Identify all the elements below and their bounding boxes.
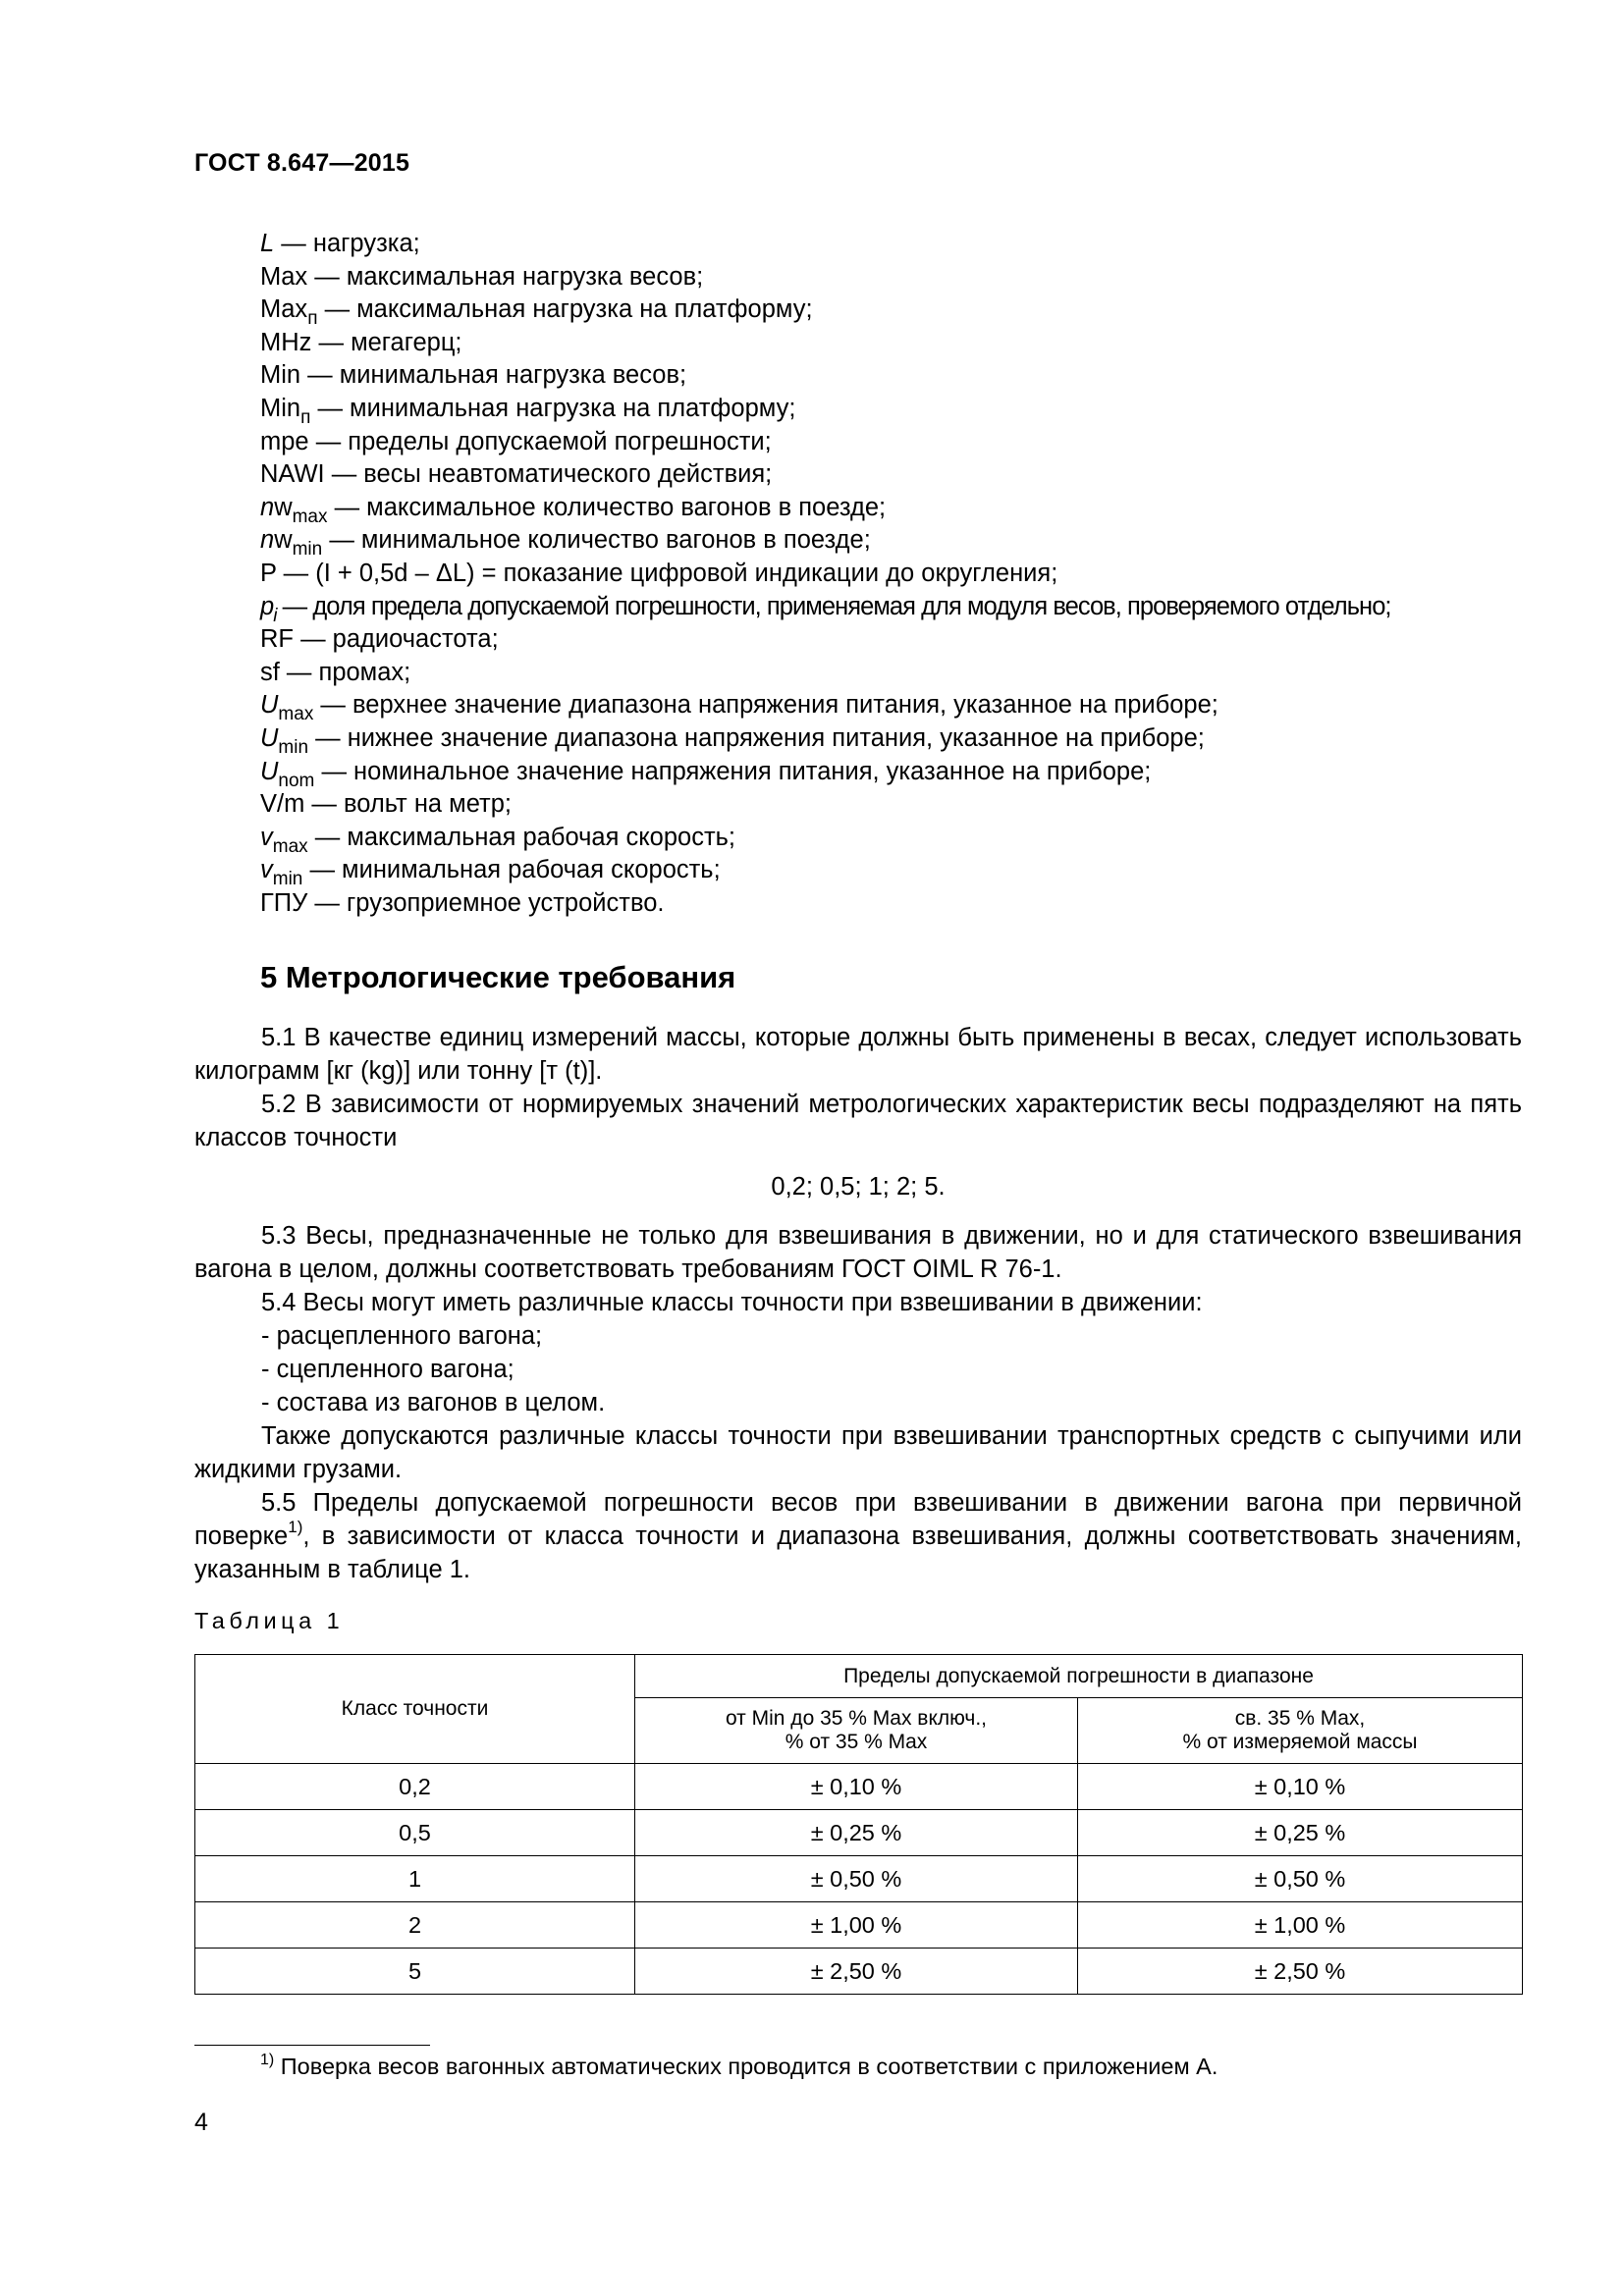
- paragraph-5-3: 5.3 Весы, предназначенные не только для взвешивания в движении, но и для статического взвешивания вагона в целом, должны соответствовать требованиям ГОСТ OIML R 76-1.: [194, 1222, 1522, 1283]
- footnote-mark: 1): [260, 2052, 275, 2068]
- table-row: 0,2 ± 0,10 % ± 0,10 %: [195, 1764, 1523, 1810]
- header-accuracy-class: Класс точности: [195, 1655, 635, 1764]
- table-row: 5 ± 2,50 % ± 2,50 %: [195, 1949, 1523, 1995]
- definition-item: ГПУ — грузоприемное устройство.: [260, 888, 665, 917]
- paragraph-5-2: 5.2 В зависимости от нормируемых значений метрологических характеристик весы подразделяют на пять классов точности: [194, 1091, 1522, 1151]
- definition-item: Max$_п$ — максимальная нагрузка на платформу;: [260, 295, 813, 330]
- table-row: 1 ± 0,50 % ± 0,50 %: [195, 1856, 1523, 1902]
- definition-item: L — нагрузка;: [260, 230, 420, 257]
- list-item: - состава из вагонов в целом.: [261, 1389, 606, 1416]
- footnote: $^{1)}$ Поверка весов вагонных автоматических проводится в соответствии с приложением А.: [260, 2052, 1218, 2079]
- paragraph-also: Также допускаются различные классы точности при взвешивании транспортных средств с сыпучими или жидкими грузами.: [194, 1422, 1522, 1483]
- table-row: 0,5 ± 0,25 % ± 0,25 %: [195, 1810, 1523, 1856]
- abbreviations-list: [260, 228, 1537, 920]
- header-tolerance-group: Пределы допускаемой погрешности в диапазоне: [635, 1655, 1523, 1698]
- definition-item: Min$_п$ — минимальная нагрузка на платформу;: [260, 394, 796, 428]
- definition-item: $nw_{min}$ — минимальное количество вагонов в поезде;: [260, 526, 871, 561]
- definition-item: $nw_{max}$ — максимальное количество вагонов в поезде;: [260, 493, 887, 527]
- table-row: 2 ± 1,00 % ± 1,00 %: [195, 1902, 1523, 1949]
- page-number: 4: [194, 2109, 208, 2136]
- accuracy-classes-line: 0,2; 0,5; 1; 2; 5.: [771, 1173, 946, 1201]
- paragraph-5-1: 5.1 В качестве единиц измерений массы, которые должны быть применены в весах, следует использовать килограмм [кг (kg)] или тонну [т (t)].: [194, 1024, 1522, 1085]
- list-item: - расцепленного вагона;: [261, 1322, 543, 1350]
- table-caption: Таблица 1: [194, 1608, 345, 1633]
- definition-item: $v_{max}$ — максимальная рабочая скорость;: [260, 823, 735, 857]
- footnote-ref: 1): [288, 1518, 303, 1536]
- footnote-divider: [194, 2045, 430, 2046]
- section-heading: 5 Метрологические требования: [260, 960, 736, 994]
- header-range-high: св. 35 % Max, % от измеряемой массы: [1078, 1698, 1523, 1764]
- definition-item: $U_{nom}$ — номинальное значение напряжения питания, указанное на приборе;: [260, 757, 1152, 791]
- paragraph-5-5: 5.5 Пределы допускаемой погрешности весов при взвешивании в движении вагона при первичной поверке$^{1)}$, в зависимости от класса точности и диапазона взвешивания, должны соответствовать значениям, указанным в таблице 1.: [194, 1489, 1522, 1583]
- definition-item: $v_{min}$ — минимальная рабочая скорость;: [260, 856, 721, 890]
- paragraph-5-4: 5.4 Весы могут иметь различные классы точности при взвешивании в движении:: [261, 1289, 1203, 1316]
- definition-item: sf — промах;: [260, 658, 411, 686]
- header-range-low: от Min до 35 % Max включ., % от 35 % Max: [635, 1698, 1078, 1764]
- definition-item: MHz — мегагерц;: [260, 328, 462, 356]
- definition-item: $U_{max}$ — верхнее значение диапазона напряжения питания, указанное на приборе;: [260, 691, 1218, 725]
- document-header: ГОСТ 8.647—2015: [194, 149, 410, 177]
- definition-item: Max — максимальная нагрузка весов;: [260, 262, 704, 291]
- tolerance-table: [194, 1654, 1523, 1995]
- definition-item: mpe — пределы допускаемой погрешности;: [260, 427, 772, 455]
- definition-item: NAWI — весы неавтоматического действия;: [260, 460, 773, 489]
- definition-item: $U_{min}$ — нижнее значение диапазона напряжения питания, указанное на приборе;: [260, 723, 1205, 758]
- definition-item: V/m — вольт на метр;: [260, 790, 512, 819]
- definition-item: RF — радиочастота;: [260, 625, 499, 654]
- definition-item: P — (I + 0,5d – ΔL) = показание цифровой индикации до округления;: [260, 559, 1058, 587]
- section-body: [194, 1021, 1522, 1586]
- definition-item: Min — минимальная нагрузка весов;: [260, 361, 687, 390]
- definition-item: $p_i$ — доля предела допускаемой погрешности, применяемая для модуля весов, проверяемого отдельно;: [260, 592, 1391, 626]
- list-item: - сцепленного вагона;: [261, 1356, 514, 1383]
